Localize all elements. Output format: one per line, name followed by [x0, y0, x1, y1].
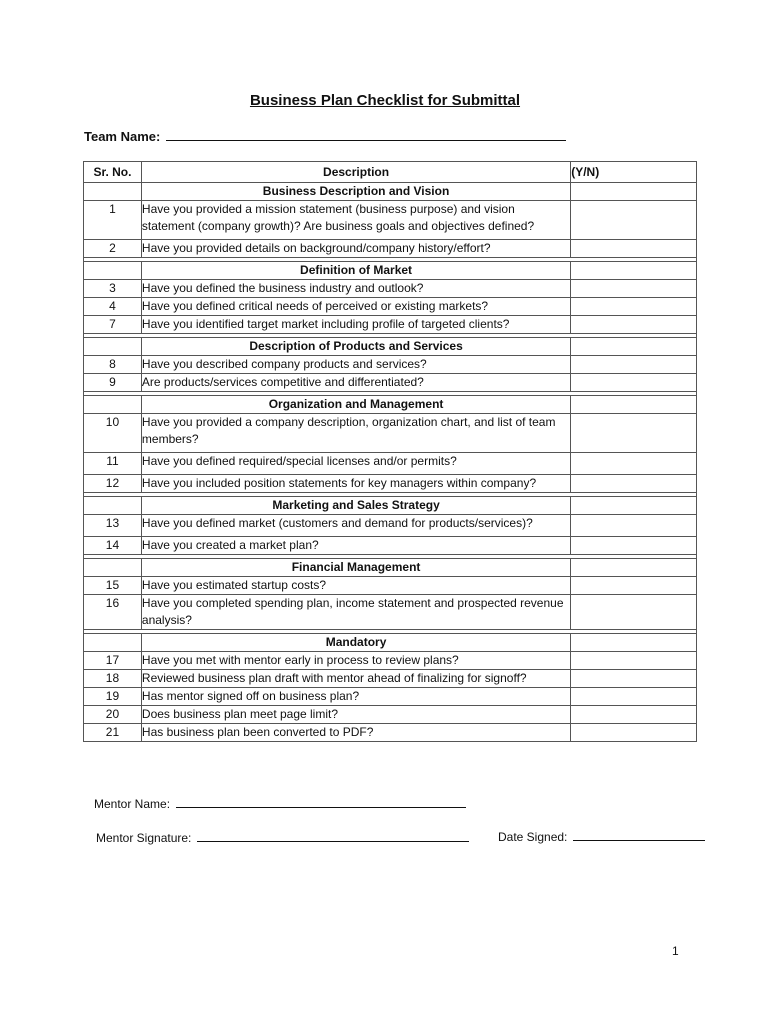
- item-description: Have you defined the business industry and outlook?: [141, 280, 570, 298]
- date-signed-field: [498, 829, 705, 844]
- item-number: 21: [84, 724, 142, 742]
- team-name-label: Team Name:: [84, 129, 161, 144]
- checklist-body: [84, 183, 697, 742]
- section-yn-cell: [571, 396, 697, 414]
- header-sr-no: Sr. No.: [84, 162, 142, 183]
- yn-answer-cell[interactable]: [571, 316, 697, 334]
- item-number: 10: [84, 414, 142, 453]
- section-yn-cell: [571, 634, 697, 652]
- checklist-row: [84, 577, 697, 595]
- section-title: Description of Products and Services: [141, 338, 570, 356]
- yn-answer-cell[interactable]: [571, 280, 697, 298]
- item-description: Reviewed business plan draft with mentor ahead of finalizing for signoff?: [141, 670, 570, 688]
- yn-answer-cell[interactable]: [571, 414, 697, 453]
- checklist-row: [84, 316, 697, 334]
- item-description: Have you provided details on background/company history/effort?: [141, 240, 570, 258]
- section-header-row: [84, 338, 697, 356]
- checklist-row: [84, 515, 697, 537]
- section-no-cell: [84, 497, 142, 515]
- checklist-row: [84, 298, 697, 316]
- yn-answer-cell[interactable]: [571, 515, 697, 537]
- item-number: 17: [84, 652, 142, 670]
- section-no-cell: [84, 559, 142, 577]
- section-title: Financial Management: [141, 559, 570, 577]
- checklist-row: [84, 240, 697, 258]
- checklist-row: [84, 280, 697, 298]
- section-title: Definition of Market: [141, 262, 570, 280]
- checklist-row: [84, 724, 697, 742]
- item-description: Have you estimated startup costs?: [141, 577, 570, 595]
- item-number: 8: [84, 356, 142, 374]
- section-no-cell: [84, 262, 142, 280]
- item-number: 13: [84, 515, 142, 537]
- yn-answer-cell[interactable]: [571, 240, 697, 258]
- item-description: Have you completed spending plan, income statement and prospected revenue analysis?: [141, 595, 570, 630]
- item-number: 11: [84, 453, 142, 475]
- item-number: 14: [84, 537, 142, 555]
- yn-answer-cell[interactable]: [571, 577, 697, 595]
- checklist-row: [84, 670, 697, 688]
- item-number: 15: [84, 577, 142, 595]
- item-description: Has mentor signed off on business plan?: [141, 688, 570, 706]
- item-number: 19: [84, 688, 142, 706]
- yn-answer-cell[interactable]: [571, 595, 697, 630]
- checklist-row: [84, 374, 697, 392]
- mentor-name-label: Mentor Name:: [94, 797, 171, 811]
- item-description: Have you provided a mission statement (business purpose) and vision statement (company growth)? Are business goals and objectives defined?: [141, 201, 570, 240]
- section-header-row: [84, 396, 697, 414]
- team-name-line[interactable]: [166, 128, 566, 141]
- section-yn-cell: [571, 559, 697, 577]
- section-header-row: [84, 183, 697, 201]
- checklist-row: [84, 356, 697, 374]
- yn-answer-cell[interactable]: [571, 374, 697, 392]
- checklist-row: [84, 652, 697, 670]
- yn-answer-cell[interactable]: [571, 298, 697, 316]
- item-number: 7: [84, 316, 142, 334]
- item-description: Have you defined market (customers and demand for products/services)?: [141, 515, 570, 537]
- section-yn-cell: [571, 262, 697, 280]
- header-description: Description: [141, 162, 570, 183]
- checklist-row: [84, 475, 697, 493]
- section-no-cell: [84, 634, 142, 652]
- header-row: [84, 162, 697, 183]
- yn-answer-cell[interactable]: [571, 724, 697, 742]
- checklist-row: [84, 537, 697, 555]
- checklist-row: [84, 688, 697, 706]
- item-description: Has business plan been converted to PDF?: [141, 724, 570, 742]
- team-name-field: [84, 128, 566, 144]
- date-signed-label: Date Signed:: [498, 830, 568, 844]
- item-description: Have you provided a company description, organization chart, and list of team members?: [141, 414, 570, 453]
- item-description: Have you included position statements for key managers within company?: [141, 475, 570, 493]
- header-yn: (Y/N): [571, 162, 697, 183]
- section-title: Business Description and Vision: [141, 183, 570, 201]
- checklist-table: [83, 161, 697, 742]
- section-header-row: [84, 497, 697, 515]
- section-no-cell: [84, 396, 142, 414]
- yn-answer-cell[interactable]: [571, 475, 697, 493]
- item-number: 2: [84, 240, 142, 258]
- item-description: Have you described company products and services?: [141, 356, 570, 374]
- item-description: Have you defined required/special licenses and/or permits?: [141, 453, 570, 475]
- item-description: Have you identified target market including profile of targeted clients?: [141, 316, 570, 334]
- item-description: Does business plan meet page limit?: [141, 706, 570, 724]
- section-title: Mandatory: [141, 634, 570, 652]
- section-header-row: [84, 559, 697, 577]
- item-number: 16: [84, 595, 142, 630]
- section-title: Organization and Management: [141, 396, 570, 414]
- item-description: Have you met with mentor early in process to review plans?: [141, 652, 570, 670]
- item-number: 3: [84, 280, 142, 298]
- page-number: 1: [672, 944, 679, 958]
- item-number: 9: [84, 374, 142, 392]
- date-signed-line[interactable]: [573, 829, 705, 841]
- checklist-row: [84, 414, 697, 453]
- yn-answer-cell[interactable]: [571, 356, 697, 374]
- checklist-row: [84, 706, 697, 724]
- checklist-row: [84, 453, 697, 475]
- section-yn-cell: [571, 183, 697, 201]
- item-number: 12: [84, 475, 142, 493]
- section-no-cell: [84, 183, 142, 201]
- section-yn-cell: [571, 338, 697, 356]
- mentor-signature-field: [96, 830, 469, 845]
- item-description: Have you defined critical needs of perceived or existing markets?: [141, 298, 570, 316]
- section-header-row: [84, 634, 697, 652]
- yn-answer-cell[interactable]: [571, 537, 697, 555]
- yn-answer-cell[interactable]: [571, 670, 697, 688]
- item-number: 4: [84, 298, 142, 316]
- mentor-signature-line[interactable]: [197, 830, 469, 842]
- checklist-row: [84, 595, 697, 630]
- mentor-name-field: [94, 796, 466, 811]
- yn-answer-cell[interactable]: [571, 706, 697, 724]
- item-number: 18: [84, 670, 142, 688]
- mentor-signature-label: Mentor Signature:: [96, 831, 192, 845]
- item-description: Have you created a market plan?: [141, 537, 570, 555]
- item-number: 20: [84, 706, 142, 724]
- checklist-row: [84, 201, 697, 240]
- section-no-cell: [84, 338, 142, 356]
- document-title: Business Plan Checklist for Submittal: [249, 92, 521, 109]
- section-title: Marketing and Sales Strategy: [141, 497, 570, 515]
- section-header-row: [84, 262, 697, 280]
- yn-answer-cell[interactable]: [571, 201, 697, 240]
- mentor-name-line[interactable]: [176, 796, 466, 808]
- yn-answer-cell[interactable]: [571, 652, 697, 670]
- item-description: Are products/services competitive and differentiated?: [141, 374, 570, 392]
- item-number: 1: [84, 201, 142, 240]
- yn-answer-cell[interactable]: [571, 688, 697, 706]
- section-yn-cell: [571, 497, 697, 515]
- yn-answer-cell[interactable]: [571, 453, 697, 475]
